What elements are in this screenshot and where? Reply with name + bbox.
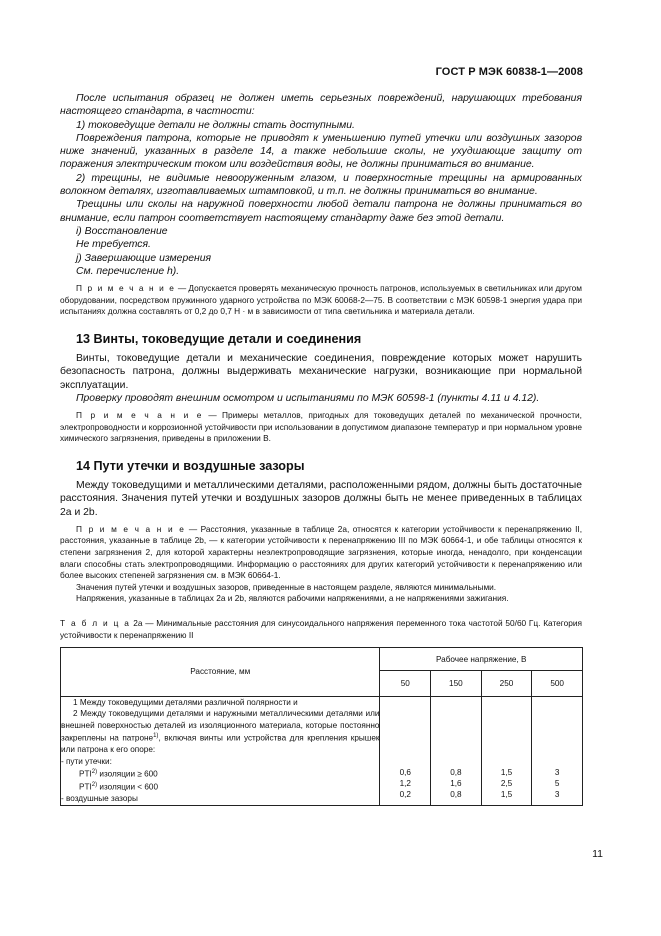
row-description xyxy=(61,696,380,805)
paragraph: i) Восстановление xyxy=(76,225,168,237)
paragraph: Не требуется. xyxy=(76,239,151,251)
paragraph: j) Завершающие измерения xyxy=(76,252,212,264)
paragraph: 1) токоведущие детали не должны стать доступными. xyxy=(76,119,355,131)
table-header-distance: Расстояние, мм xyxy=(61,647,380,696)
clearance-table xyxy=(60,647,583,806)
pti-ge-tail: изоляции ≥ 600 xyxy=(97,769,158,779)
pti-ge-label xyxy=(61,767,379,780)
note xyxy=(60,410,582,445)
section-14-heading: 14 Пути утечки и воздушные зазоры xyxy=(76,458,305,473)
cell-value: 1,2 xyxy=(399,779,411,788)
paragraph: Повреждения патрона, которые не приводят к уменьшению путей утечки или воздушных зазоров ниже значений, указанных в разделе 14, а также небольшие сколы, не ухудшающие защиту от поражения электрическим током или воздействия воды, не должны приниматься во внимание. xyxy=(60,132,582,171)
row1-text: 1 Между токоведущими деталями различной полярности и xyxy=(73,697,298,707)
note-label: П р и м е ч а н и е xyxy=(76,410,203,421)
pti-ge-footnote: 2) xyxy=(91,769,98,776)
paragraph: Между токоведущими и металлическими деталями, расположенными рядом, должны быть достаточные расстояния. Значения путей утечки и воздушных зазоров должны быть не менее приведенных в таблицах 2а и 2b. xyxy=(60,479,582,518)
note-text: — Расстояния, указанные в таблице 2а, относятся к категории устойчивости к перенапряжению II, расстояния, указанные в таблице 2b, — к категории устойчивости к перенапряжению III по МЭК 60664-1, и обе таблицы относятся к степени загрязнения 2, для которой характерны неэлектропроводящие загрязнения, которые иногда, ненадолго, при конденсации влаги способны стать электропроводящими. Информацию о расстояниях для других категорий устойчивости к перенапряжению или более высоких степеней загрязнения см. в МЭК 60664-1. xyxy=(60,523,582,581)
cell-value: 5 xyxy=(554,779,560,788)
row2-main: 2 Между токоведущими деталями и наружными металлическими деталями или внешней поверхностью деталей из изоляционного материала, которые постоянно закреплены на патроне xyxy=(61,709,380,743)
pti-lt-main: PTI xyxy=(79,783,92,792)
pti-lt-label xyxy=(61,780,379,793)
cell-value: 2,5 xyxy=(500,779,513,788)
table-header-voltage: Рабочее напряжение, В xyxy=(380,647,583,670)
values-150 xyxy=(431,696,482,805)
cell-value: 0,6 xyxy=(399,767,411,777)
cell-value: 3 xyxy=(554,790,560,800)
voltage-50: 50 xyxy=(380,671,431,697)
note xyxy=(60,283,582,318)
voltage-150: 150 xyxy=(431,671,482,697)
table-caption-label: Т а б л и ц а xyxy=(60,617,131,628)
note-text: — Примеры металлов, пригодных для токоведущих деталей по механической прочности, электропроводности и коррозионной устойчивости при использовании в допустимом диапазоне температур и при нормальном уровне химического загрязнения, приведены в приложении В. xyxy=(60,410,582,444)
paragraph: Трещины или сколы на наружной поверхности любой детали патрона не должны приниматься во внимание, если патрон соответствует настоящему стандарту даже без этой детали. xyxy=(60,199,582,224)
paragraph: Винты, токоведущие детали и механические соединения, повреждение которых может нарушить безопасность патрона, должны выдерживать механические нагрузки, возникающие при нормальной эксплуатации. xyxy=(60,352,582,391)
paragraph: Проверку проводят внешним осмотром и испытаниями по МЭК 60598-1 (пункты 4.11 и 4.12). xyxy=(76,392,540,404)
cell-value: 1,6 xyxy=(450,779,462,788)
note-label: П р и м е ч а н и е xyxy=(76,283,176,294)
note-paragraph: Значения путей утечки и воздушных зазоров, приведенные в настоящем разделе, являются минимальными. xyxy=(76,581,497,592)
row2-footnote: 1) xyxy=(153,733,159,740)
note-text: — Допускается проверять механическую прочность патронов, используемых в светильниках или другом оборудовании, посредством пружинного ударного устройства по МЭК 60068-2—75. В соответствии с МЭК 60598-1 энергия удара при испытаниях должна составлять от 0,2 до 0,7 Н · м в зависимости от типа светильника и материала детали. xyxy=(60,283,583,317)
pti-ge-main: PTI xyxy=(79,769,92,779)
page-number: 11 xyxy=(592,848,603,860)
document-header: ГОСТ Р МЭК 60838-1—2008 xyxy=(435,66,583,78)
cell-value: 0,8 xyxy=(450,790,462,800)
note-label: П р и м е ч а н и е xyxy=(76,523,186,534)
values-250 xyxy=(481,696,532,805)
paragraph: 2) трещины, не видимые невооруженным глазом, и поверхностные трещины на армированных волокном деталях, изготавливаемых штамповкой, и т.п. не должны приниматься во внимание. xyxy=(60,172,582,198)
pti-lt-footnote: 2) xyxy=(91,782,98,789)
cell-value: 0,8 xyxy=(450,767,462,777)
cell-value: 0,2 xyxy=(399,790,411,800)
table-caption-text: 2а — Минимальные расстояния для синусоидального напряжения переменного тока частотой 50/60 Гц. Категория устойчивости к перенапряжению II xyxy=(60,617,582,640)
voltage-500: 500 xyxy=(532,671,583,697)
cell-value: 3 xyxy=(554,767,560,777)
leak-label: - пути утечки: xyxy=(61,756,112,766)
values-50 xyxy=(380,696,431,805)
note xyxy=(60,524,582,582)
values-500 xyxy=(532,696,583,805)
paragraph: После испытания образец не должен иметь серьезных повреждений, нарушающих требования настоящего стандарта, в частности: xyxy=(60,93,582,118)
air-label: - воздушные зазоры xyxy=(61,794,138,804)
section-13-heading: 13 Винты, токоведущие детали и соединения xyxy=(76,331,362,346)
note-paragraph: Напряжения, указанные в таблицах 2а и 2b, являются рабочими напряжениями, а не напряжениями зажигания. xyxy=(76,593,509,604)
row2-tail: , включая винты или устройства для крепления крышек или патрона к его опоре: xyxy=(61,733,380,755)
document-body xyxy=(60,92,582,806)
table-caption xyxy=(60,617,582,641)
cell-value: 1,5 xyxy=(500,767,513,777)
row2-text xyxy=(61,708,379,755)
paragraph: См. перечисление h). xyxy=(76,265,180,277)
cell-value: 1,5 xyxy=(500,790,513,800)
pti-lt-tail: изоляции < 600 xyxy=(97,783,159,792)
table-row xyxy=(61,696,583,805)
voltage-250: 250 xyxy=(481,671,532,697)
